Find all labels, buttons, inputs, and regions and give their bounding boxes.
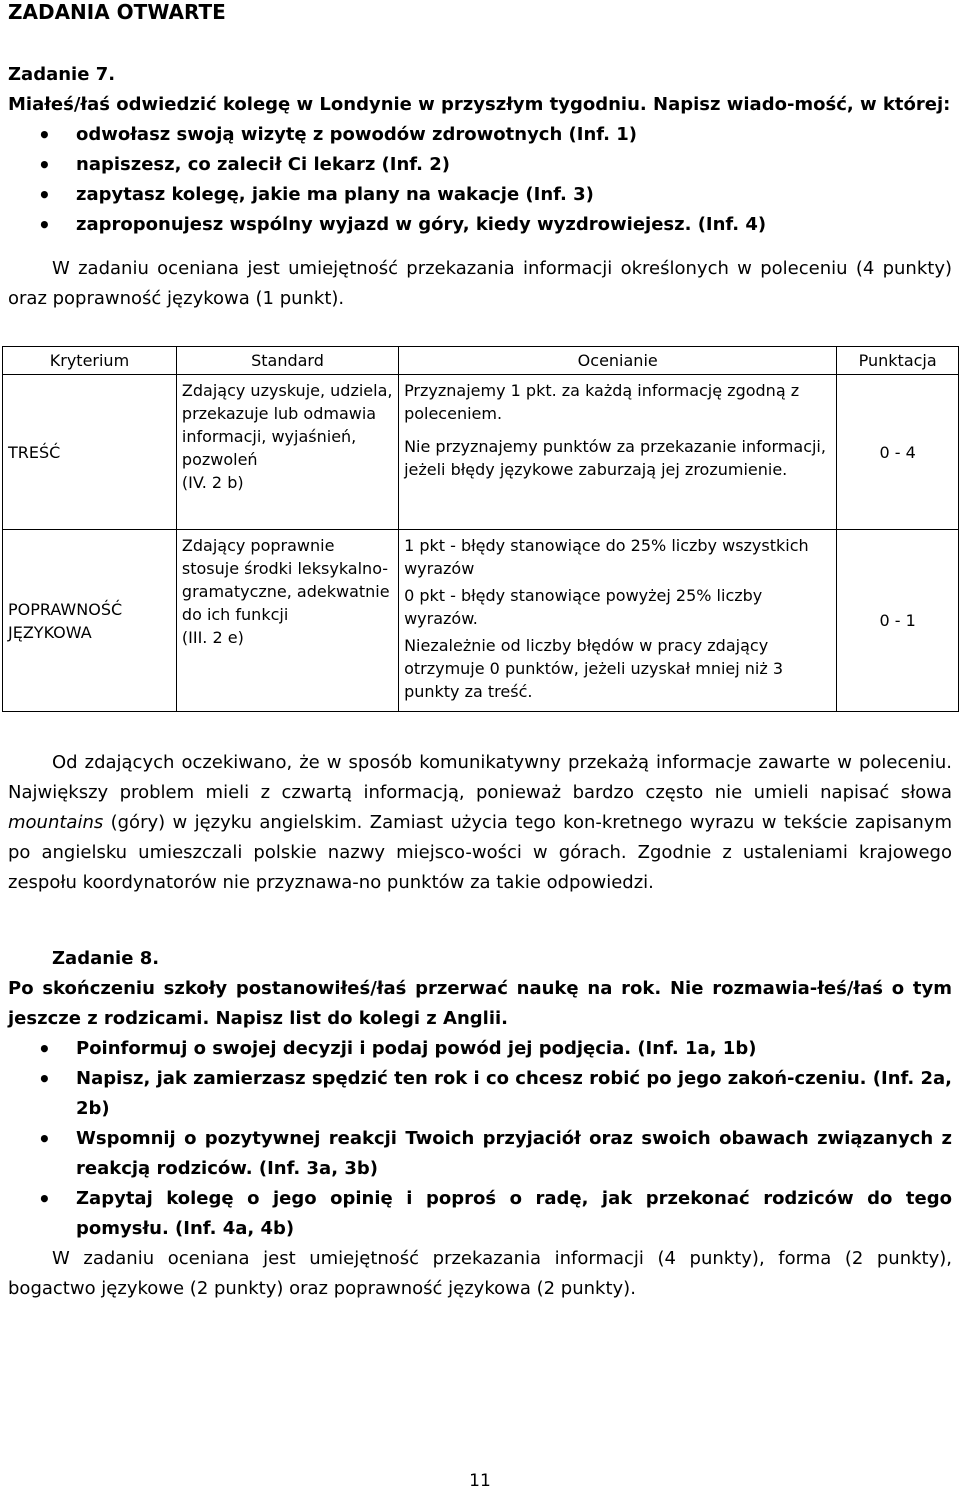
header-punktacja: Punktacja (837, 347, 959, 375)
criterion-cell: TREŚĆ (3, 375, 177, 530)
task7-bullet-4: • zaproponujesz wspólny wyjazd w góry, kiedy wyzdrowiejesz. (Inf. 4) (8, 210, 952, 240)
standard-text: Zdający poprawnie stosuje środki leksykalno-gramatyczne, adekwatnie do ich funkcji (181, 536, 390, 624)
scoring-cell (399, 530, 837, 712)
task7-title: Zadanie 7. (8, 64, 116, 85)
standard-cell (176, 530, 398, 712)
header-standard: Standard (176, 347, 398, 375)
scoring-cell (399, 375, 837, 530)
criterion-cell: POPRAWNOŚĆ JĘZYKOWA (3, 530, 177, 712)
task7-prompt: Miałeś/łaś odwiedzić kolegę w Londynie w przyszłym tygodniu. Napisz wiado-mość, w której: (8, 94, 951, 115)
task8-bullet-3: • Wspomnij o pozytywnej reakcji Twoich przyjaciół oraz swoich obawach związanych z reakcją rodziców. (Inf. 3a, 3b) (8, 1124, 952, 1184)
task7-assessment: W zadaniu oceniana jest umiejętność przekazania informacji określonych w poleceniu (4 punkty) oraz poprawność językowa (1 punkt). (8, 258, 952, 309)
header-kryterium: Kryterium (3, 347, 177, 375)
task7-comment-part2: (góry) w języku angielskim. Zamiast użycia tego kon-kretnego wyrazu w tekście zapisanym po angielsku umieszczali polskie nazwy miejsco-wości w górach. Zgodnie z ustaleniami krajowego zespołu koordynatorów nie przyznawa-no punktów za takie odpowiedzi. (8, 812, 952, 893)
document-page (8, 0, 952, 1304)
table-header-row (3, 347, 959, 375)
section-title: ZADANIA OTWARTE (8, 0, 226, 24)
standard-cell (176, 375, 398, 530)
task8-bullet-1: • Poinformuj o swojej decyzji i podaj powód jej podjęcia. (Inf. 1a, 1b) (8, 1034, 952, 1064)
points-cell: 0 - 1 (837, 530, 959, 712)
task7-comment-part1: Od zdających oczekiwano, że w sposób komunikatywny przekażą informacje zawarte w poleceniu. Największy problem mieli z czwartą informacją, ponieważ bardzo często nie umieli napisać słowa (8, 752, 952, 803)
task8-bullet-2: • Napisz, jak zamierzasz spędzić ten rok i co chcesz robić po jego zakoń-czeniu. (Inf. 2a, 2b) (8, 1064, 952, 1124)
task7-comment (8, 748, 952, 898)
standard-code: (IV. 2 b) (181, 473, 244, 492)
standard-text: Zdający uzyskuje, udziela, przekazuje lub odmawia informacji, wyjaśnień, pozwoleń (181, 381, 393, 469)
scoring-line: Niezależnie od liczby błędów w pracy zdający otrzymuje 0 punktów, jeżeli uzyskał mniej niż 3 punkty za treść. (404, 636, 784, 701)
header-ocenianie: Ocenianie (399, 347, 837, 375)
table-row (3, 530, 959, 712)
task7-bullet-3: • zapytasz kolegę, jakie ma plany na wakacje (Inf. 3) (8, 180, 952, 210)
page-number: 11 (469, 1471, 491, 1491)
scoring-line: 0 pkt - błędy stanowiące powyżej 25% liczby wyrazów. (404, 586, 763, 628)
table-row (3, 375, 959, 530)
task7-bullet-list (8, 120, 952, 240)
task7-bullet-2: • napiszesz, co zalecił Ci lekarz (Inf. 2) (8, 150, 952, 180)
task7-comment-italic: mountains (8, 812, 104, 833)
points-cell: 0 - 4 (837, 375, 959, 530)
task8-bullet-4: • Zapytaj kolegę o jego opinię i poproś o radę, jak przekonać rodziców do tego pomysłu. (Inf. 4a, 4b) (8, 1184, 952, 1244)
scoring-line: 1 pkt - błędy stanowiące do 25% liczby wszystkich wyrazów (404, 536, 809, 578)
criteria-table (2, 346, 959, 712)
task8-prompt: Po skończeniu szkoły postanowiłeś/łaś przerwać naukę na rok. Nie rozmawia-łeś/łaś o tym jeszcze z rodzicami. Napisz list do kolegi z Anglii. (8, 978, 952, 1029)
scoring-line: Nie przyznajemy punktów za przekazanie informacji, jeżeli błędy językowe zaburzają jej zrozumienie. (404, 437, 826, 479)
task8-assessment: W zadaniu oceniana jest umiejętność przekazania informacji (4 punkty), forma (2 punkty), bogactwo językowe (2 punkty) oraz poprawność językowa (2 punkty). (8, 1248, 952, 1299)
task8-title: Zadanie 8. (52, 948, 160, 969)
standard-code: (III. 2 e) (181, 628, 244, 647)
task7-bullet-1: • odwołasz swoją wizytę z powodów zdrowotnych (Inf. 1) (8, 120, 952, 150)
scoring-line: Przyznajemy 1 pkt. za każdą informację zgodną z poleceniem. (404, 381, 800, 423)
task8-bullet-list (8, 1034, 952, 1244)
